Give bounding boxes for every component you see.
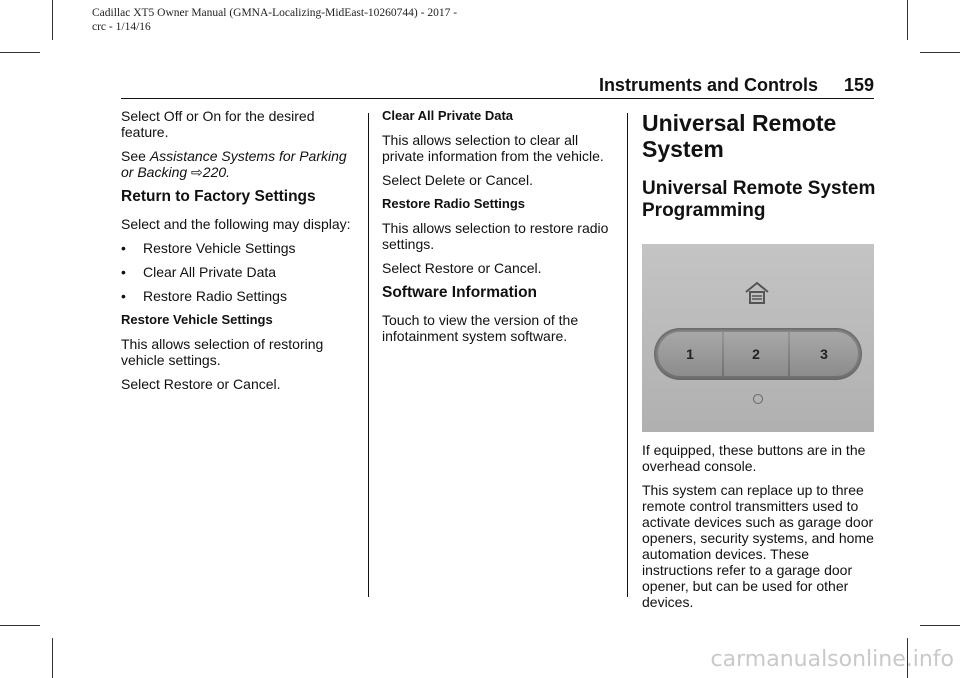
crop-mark — [52, 638, 53, 678]
bullet-icon: • — [121, 288, 126, 304]
remote-button-bar — [654, 328, 862, 380]
heading-universal-remote: Universal Remote System — [642, 110, 837, 162]
bullet-icon: • — [121, 240, 126, 256]
indicator-light-icon — [753, 394, 763, 404]
subheading: Clear All Private Data — [382, 108, 514, 123]
list-item — [121, 240, 361, 256]
crop-mark — [0, 52, 40, 53]
list-item — [121, 264, 361, 280]
paragraph: This allows selection to clear all private information from the vehicle. — [382, 132, 604, 164]
paragraph: Touch to view the version of the infotainment system software. — [382, 312, 579, 344]
list-item-text: Restore Radio Settings — [143, 288, 287, 304]
paragraph: Select Delete or Cancel. — [382, 172, 533, 188]
header-rule — [121, 98, 874, 99]
crop-mark — [920, 625, 960, 626]
list-item-text: Clear All Private Data — [143, 264, 277, 280]
paragraph: Select Restore or Cancel. — [121, 376, 281, 392]
paragraph: This allows selection of restoring vehicle settings. — [121, 336, 324, 368]
watermark: carmanualsonline.info — [710, 647, 954, 672]
paragraph: This allows selection to restore radio settings. — [382, 220, 609, 252]
bullet-icon: • — [121, 264, 126, 280]
overhead-console-figure — [642, 244, 874, 432]
list-item — [121, 288, 361, 304]
paragraph: Select Restore or Cancel. — [382, 260, 542, 276]
page-arrow-icon: ⇨ — [191, 164, 203, 180]
subheading: Restore Radio Settings — [382, 196, 526, 211]
paragraph: Select Off or On for the desired feature. — [121, 108, 315, 140]
see-link[interactable]: Assistance Systems for Parking or Backing — [121, 148, 347, 180]
remote-button-1: 1 — [658, 332, 722, 376]
crop-mark — [920, 52, 960, 53]
section-title: Instruments and Controls — [598, 75, 818, 95]
remote-button-2: 2 — [724, 332, 788, 376]
garage-door-icon — [744, 281, 770, 305]
column-2 — [382, 108, 614, 352]
meta-line-2: crc - 1/14/16 — [92, 21, 151, 33]
crop-mark — [52, 0, 53, 40]
paragraph: If equipped, these buttons are in the overhead console. — [642, 442, 866, 474]
paragraph: This system can replace up to three remote control transmitters used to activate devices such as garage door openers, security systems, and home automation devices. These instructions refer to a garage door opener, but can be used for other devices. — [642, 482, 874, 610]
crop-mark — [0, 625, 40, 626]
heading-software-info: Software Information — [382, 284, 538, 301]
subheading: Restore Vehicle Settings — [121, 312, 273, 327]
list-item-text: Restore Vehicle Settings — [143, 240, 296, 256]
column-divider — [368, 113, 369, 597]
meta-line-1: Cadillac XT5 Owner Manual (GMNA-Localizing-MidEast-10260744) - 2017 - — [92, 7, 458, 19]
see-prefix: See — [121, 148, 146, 164]
heading-factory-settings: Return to Factory Settings — [121, 188, 316, 205]
column-divider — [627, 113, 628, 597]
page-header — [599, 75, 874, 96]
remote-button-3: 3 — [790, 332, 858, 376]
see-reference — [121, 148, 361, 180]
column-3 — [642, 108, 876, 618]
crop-mark — [907, 0, 908, 40]
column-1 — [121, 108, 361, 400]
see-page[interactable]: 220 — [202, 164, 227, 180]
paragraph: Select and the following may display: — [121, 216, 351, 232]
page-number: 159 — [843, 75, 874, 95]
heading-programming: Universal Remote System Programming — [642, 178, 876, 221]
document-meta — [92, 6, 457, 34]
see-end: . — [226, 164, 231, 180]
